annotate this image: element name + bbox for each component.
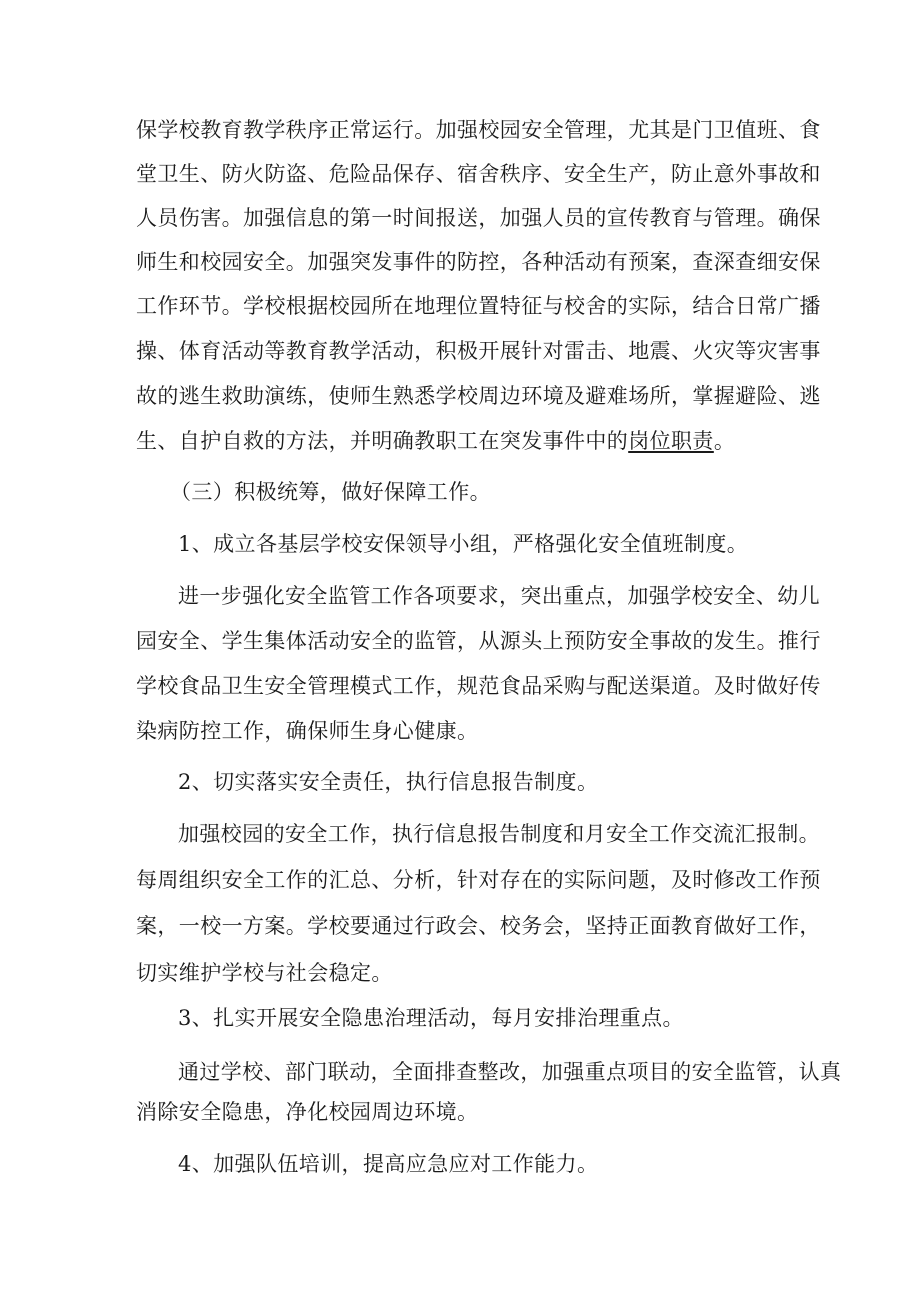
para1-line-8	[136, 429, 735, 453]
section-3-heading: （三）积极统筹，做好保障工作。	[170, 480, 491, 504]
para1-line-7: 故的逃生救助演练，使师生熟悉学校周边环境及避难场所，掌握避险、逃	[136, 384, 821, 408]
item-3-body-line-1: 通过学校、部门联动，全面排查整改，加强重点项目的安全监管，认真	[178, 1060, 842, 1084]
item-2-title: 2、切实落实安全责任，执行信息报告制度。	[178, 770, 599, 794]
item-1-body-line-4: 染病防控工作，确保师生身心健康。	[136, 719, 479, 743]
item-3-title: 3、扎实开展安全隐患治理活动，每月安排治理重点。	[178, 1006, 684, 1030]
para1-line-4: 师生和校园安全。加强突发事件的防控，各种活动有预案，查深查细安保	[136, 250, 821, 274]
para1-line-1: 保学校教育教学秩序正常运行。加强校园安全管理，尤其是门卫值班、食	[136, 118, 821, 142]
para1-last-punct: 。	[713, 429, 736, 453]
para1-line-2: 堂卫生、防火防盗、危险品保存、宿舍秩序、安全生产，防止意外事故和	[136, 162, 821, 186]
para1-line-5: 工作环节。学校根据校园所在地理位置特征与校舍的实际，结合日常广播	[136, 294, 821, 318]
job-duty-link[interactable]: 岗位职责	[628, 429, 714, 453]
item-2-body-line-2: 每周组织安全工作的汇总、分析，针对存在的实际问题，及时修改工作预	[136, 868, 821, 892]
para1-last-text: 生、自护自救的方法，并明确教职工在突发事件中的	[136, 429, 629, 453]
item-1-body-line-2: 园安全、学生集体活动安全的监管，从源头上预防安全事故的发生。推行	[136, 629, 821, 653]
item-1-title: 1、成立各基层学校安保领导小组，严格强化安全值班制度。	[178, 532, 749, 556]
para1-line-3: 人员伤害。加强信息的第一时间报送，加强人员的宣传教育与管理。确保	[136, 206, 821, 230]
item-2-body-line-3: 案，一校一方案。学校要通过行政会、校务会，坚持正面教育做好工作，	[136, 914, 821, 938]
para1-line-6: 操、体育活动等教育教学活动，积极开展针对雷击、地震、火灾等灾害事	[136, 339, 821, 363]
item-2-body-line-4: 切实维护学校与社会稳定。	[136, 961, 393, 985]
item-2-body-line-1: 加强校园的安全工作，执行信息报告制度和月安全工作交流汇报制。	[178, 822, 820, 846]
item-1-body-line-1: 进一步强化安全监管工作各项要求，突出重点，加强学校安全、幼儿	[178, 584, 820, 608]
item-1-body-line-3: 学校食品卫生安全管理模式工作，规范食品采购与配送渠道。及时做好传	[136, 674, 821, 698]
item-4-title: 4、加强队伍培训，提高应急应对工作能力。	[178, 1152, 599, 1176]
item-3-body-line-2: 消除安全隐患，净化校园周边环境。	[136, 1100, 479, 1124]
